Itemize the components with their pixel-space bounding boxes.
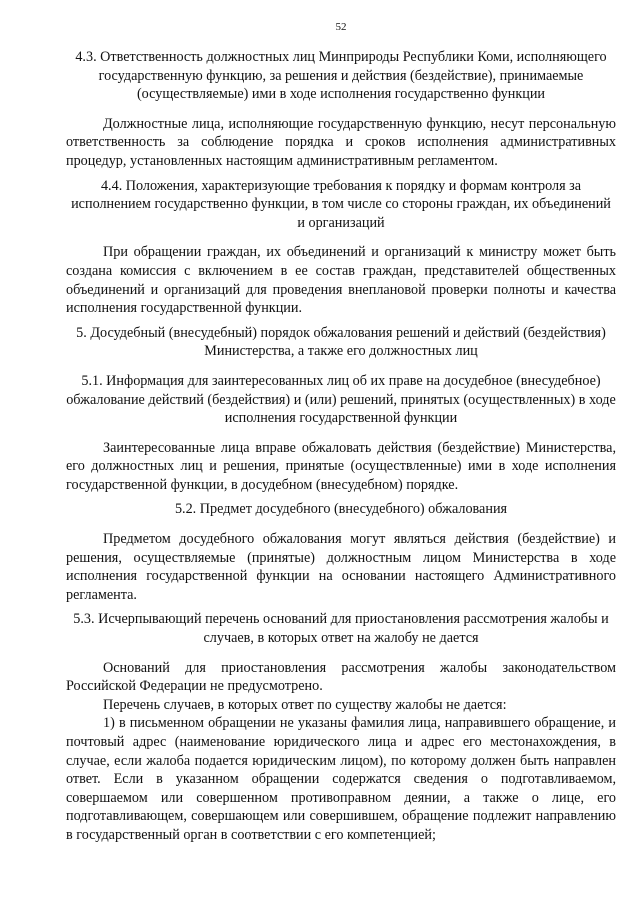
paragraph-no-suspension-grounds: Оснований для приостановления рассмотрения жалобы законодательством Российской Федерации не предусмотрено.	[66, 659, 616, 695]
section-heading-5-3: 5.3. Исчерпывающий перечень оснований для приостановления рассмотрения жалобы и случаев, в которых ответ на жалобу не дается	[73, 611, 609, 647]
paragraph-responsibility: Должностные лица, исполняющие государственную функцию, несут персональную ответственность за соблюдение порядка и сроков исполнения административных процедур, установленных настоящим административным регламентом.	[66, 115, 616, 169]
page-number: 52	[335, 21, 347, 33]
section-heading-5: 5. Досудебный (внесудебный) порядок обжалования решений и действий (бездействия) Министерства, а также его должностных лиц	[76, 324, 606, 360]
paragraph-right-to-appeal: Заинтересованные лица вправе обжаловать действия (бездействие) Министерства, его должностных лиц и решения, принятые (осуществленные) ими в ходе исполнения государственной функции, в досудебном (внесудебном) порядке.	[66, 439, 616, 493]
section-heading-4-4: 4.4. Положения, характеризующие требования к порядку и формам контроля за исполнением государственно функции, в том числе со стороны граждан, их объединений и организаций	[71, 177, 611, 231]
paragraph-commission: При обращении граждан, их объединений и организаций к министру может быть создана комиссия с включением в ее состав граждан, представителей общественных объединений и организаций для проведения внеплановой проверки полноты и качества исполнения государственной функции.	[66, 244, 616, 317]
list-item-case-1: 1) в письменном обращении не указаны фамилия лица, направившего обращение, и почтовый адрес (наименование юридического лица и адрес его местонахождения, в случае, если жалоба подается юридическим лицом), по которому должен быть направлен ответ. Если в указанном обращении содержатся сведения о подготавливаемом, совершаемом или совершенном противоправном деянии, а также о лице, его подготавливающем, совершающем или совершившем, обращение подлежит направлению в государственный орган в соответствии с его компетенцией;	[66, 715, 616, 843]
paragraph-appeal-subject: Предметом досудебного обжалования могут являться действия (бездействие) и решения, осуществляемые (принятые) должностным лицом Министерства в ходе исполнения государственной функции на основании настоящего Административного регламента.	[66, 531, 616, 603]
section-heading-4-3: 4.3. Ответственность должностных лиц Минприроды Республики Коми, исполняющего государственную функцию, за решения и действия (бездействие), принимаемые (осуществляемые) ими в ходе исполнения государственно функции	[75, 49, 607, 103]
document-page	[66, 20, 616, 845]
section-heading-5-2: 5.2. Предмет досудебного (внесудебного) обжалования	[174, 501, 508, 518]
paragraph-no-answer-cases-intro: Перечень случаев, в которых ответ по существу жалобы не дается:	[103, 696, 507, 713]
section-heading-5-1: 5.1. Информация для заинтересованных лиц об их праве на досудебное (внесудебное) обжалование действий (бездействия) и (или) решений, принятых (осуществленных) в ходе исполнения государственной функции	[66, 372, 616, 427]
